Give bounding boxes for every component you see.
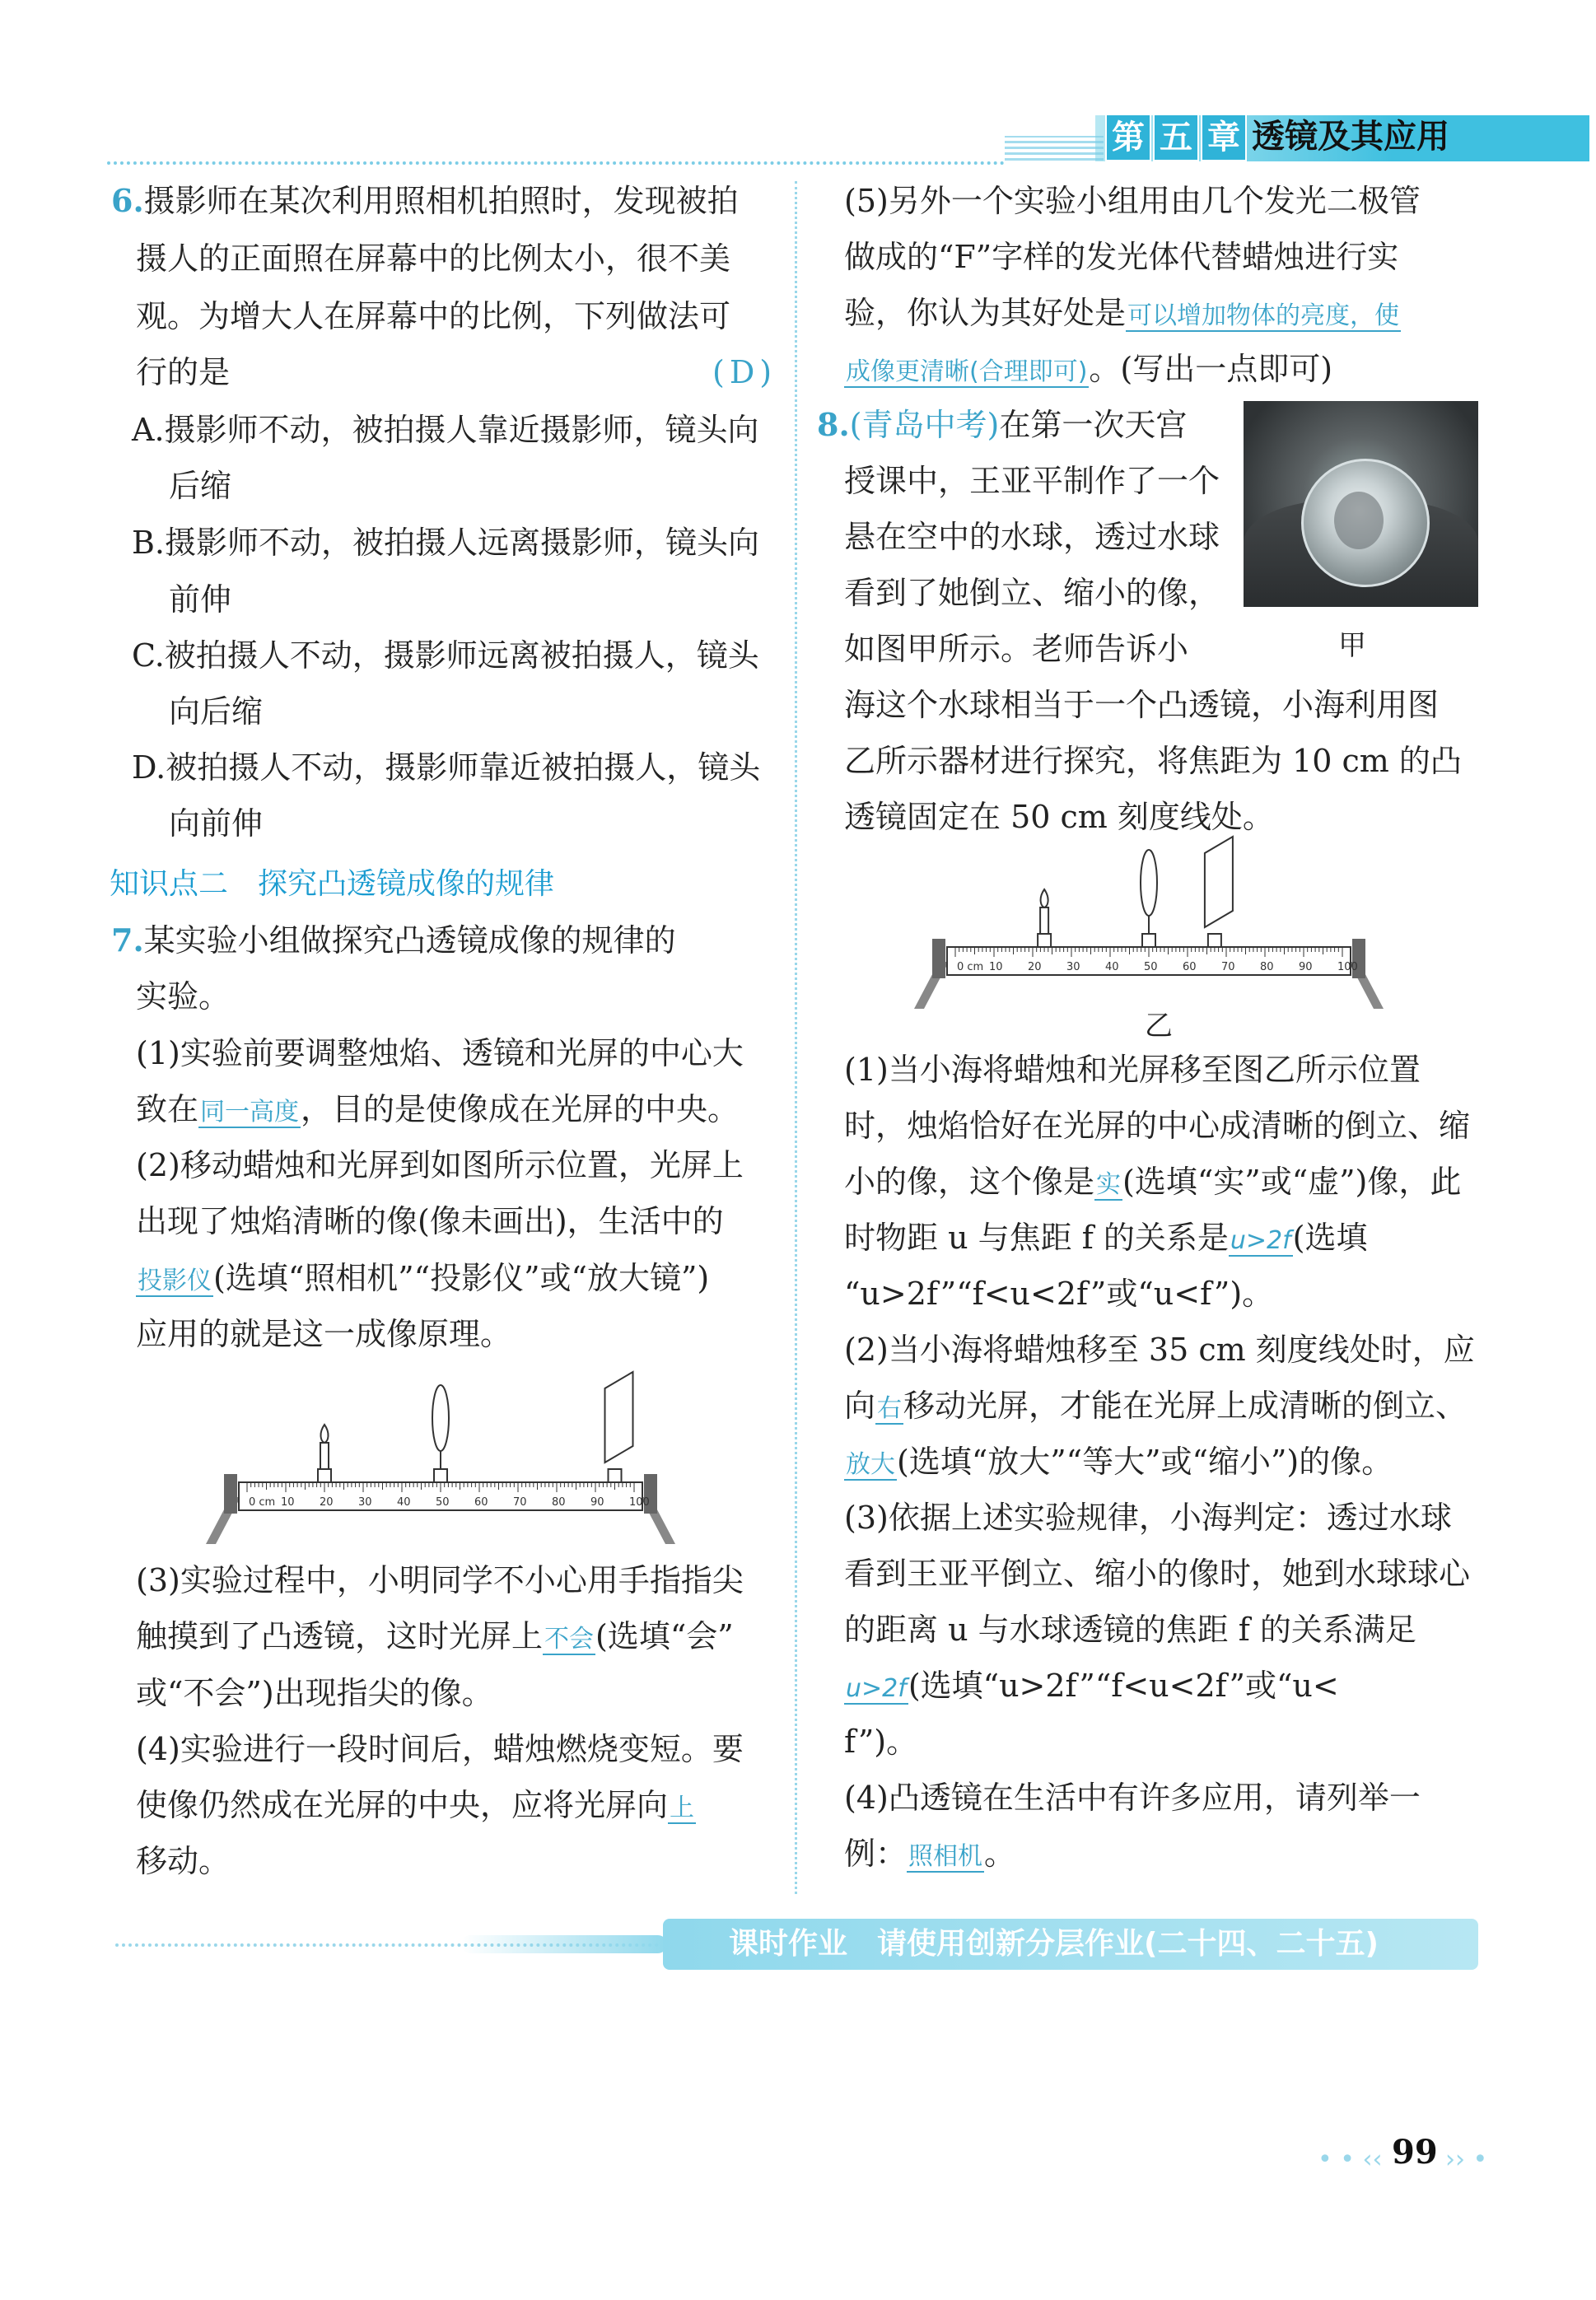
q8-line-7: 乙所示器材进行探究，将焦距为 10 cm 的凸	[844, 743, 1462, 779]
q8-p3-line-5: f”)。	[844, 1724, 918, 1760]
q8-optical-bench	[914, 832, 1392, 1013]
ball-reflection	[1334, 492, 1384, 549]
chapter-char: 章	[1201, 114, 1247, 161]
ruler-label: 100	[629, 1496, 650, 1509]
q6-option-c-cont: 向后缩	[169, 693, 264, 730]
q8-p3-answer: u>2f	[846, 1674, 907, 1703]
q7-p3-line-1: (3)实验过程中，小明同学不小心用手指指尖	[136, 1562, 744, 1598]
candle-body	[320, 1443, 329, 1469]
footer-fade	[461, 1935, 667, 1953]
q8-line-8: 透镜固定在 50 cm 刻度线处。	[844, 799, 1274, 835]
ruler-label: 20	[320, 1496, 334, 1509]
q6-option-a: A.摄影师不动，被拍摄人靠近摄影师，镜头向	[132, 412, 759, 448]
candle-flame-icon	[320, 1425, 328, 1443]
candle-holder	[318, 1469, 331, 1482]
q8-p3-line-4: u>2f(选填“u>2f”“f<u<2f”或“u<	[846, 1668, 1339, 1704]
lens-holder	[1142, 934, 1155, 947]
q7-p4-line-3: 移动。	[136, 1843, 231, 1879]
q6-line-1	[111, 173, 739, 229]
ruler-label: 70	[513, 1496, 527, 1509]
ruler-label: 90	[1299, 961, 1313, 973]
q6-option-d-cont: 向前伸	[169, 805, 264, 842]
q6-option-b-cont: 前伸	[169, 581, 232, 618]
ruler-label: 80	[552, 1496, 566, 1509]
q8-p4-line-1: (4)凸透镜在生活中有许多应用，请列举一	[844, 1780, 1421, 1816]
light-screen	[1205, 837, 1233, 927]
ruler-label: 50	[1144, 961, 1158, 973]
q7-p2-answer: 投影仪	[138, 1267, 212, 1295]
ruler-label: 20	[1028, 961, 1042, 973]
chapter-title: 透镜及其应用	[1252, 118, 1449, 156]
q8-p2-line-1: (2)当小海将蜡烛移至 35 cm 刻度线处时，应	[844, 1332, 1475, 1368]
header-divider	[107, 161, 1005, 165]
screen-holder	[1208, 934, 1221, 947]
q8-p4-answer: 照相机	[908, 1842, 983, 1871]
ruler-label: 90	[590, 1496, 604, 1509]
q7-p3-line-3: 或“不会”)出现指尖的像。	[136, 1675, 493, 1711]
lens-holder	[434, 1469, 447, 1482]
q7-p5-answer-2: 成像更清晰(合理即可)	[846, 357, 1088, 386]
screen-holder	[609, 1469, 622, 1482]
q6-option-a-cont: 后缩	[169, 468, 232, 504]
chapter-char: 五	[1153, 114, 1199, 161]
ruler-label: 100	[1337, 961, 1358, 973]
q6-option-d: D.被拍摄人不动，摄影师靠近被拍摄人，镜头	[132, 749, 761, 786]
section-heading: 知识点二 探究凸透镜成像的规律	[110, 867, 555, 901]
q8-p2-answer-2: 放大	[846, 1450, 895, 1479]
q8-p1-answer-2: u>2f	[1230, 1226, 1291, 1255]
chapter-box	[1105, 114, 1247, 161]
water-ball-photo	[1244, 401, 1478, 607]
q8-line-2: 授课中，王亚平制作了一个	[844, 463, 1220, 499]
ruler-label: 10	[281, 1496, 295, 1509]
ruler-label: 10	[989, 961, 1003, 973]
q6-text: 摄影师在某次利用照相机拍照时，发现被拍	[143, 183, 739, 219]
q7-p2-line-3: 投影仪(选填“照相机”“投影仪”或“放大镜”)	[138, 1260, 710, 1296]
q6-option-b: B.摄影师不动，被拍摄人远离摄影师，镜头向	[132, 525, 760, 561]
q6-line-4: 行的是	[136, 354, 231, 390]
q7-number: 7.	[111, 921, 144, 959]
page-number-dots-left: • • ‹‹	[1318, 2145, 1383, 2174]
candle-holder	[1038, 934, 1051, 947]
q7-p5-line-4: 成像更清晰(合理即可)。(写出一点即可)	[846, 351, 1333, 387]
ruler-label: 0 cm	[957, 961, 984, 973]
q8-p4-line-2: 例：照相机。	[844, 1836, 1016, 1872]
q8-p2-line-3: 放大(选填“放大”“等大”或“缩小”)的像。	[846, 1444, 1393, 1480]
q7-p4-answer: 上	[670, 1794, 695, 1822]
q7-line-1	[111, 912, 676, 968]
q6-answer: ( D )	[712, 354, 772, 390]
q6-number: 6.	[111, 182, 144, 219]
q8-p1-line-3: 小的像，这个像是实(选填“实”或“虚”)像，此	[844, 1164, 1462, 1200]
photo-caption: 甲	[1338, 629, 1366, 662]
convex-lens-icon	[432, 1385, 449, 1451]
q8-p1-line-5: “u>2f”“f<u<2f”或“u<f”)。	[844, 1276, 1274, 1312]
q8-p1-line-4: 时物距 u 与焦距 f 的关系是u>2f(选填	[844, 1220, 1368, 1256]
q7-p5-line-2: 做成的“F”字样的发光体代替蜡烛进行实	[844, 239, 1399, 275]
light-screen	[605, 1372, 633, 1463]
q8-line-5: 如图甲所示。老师告诉小	[844, 631, 1189, 667]
chapter-char: 第	[1105, 114, 1151, 161]
footer-banner-text: 课时作业 请使用创新分层作业(二十四、二十五)	[729, 1927, 1379, 1961]
q8-p1-answer-1: 实	[1096, 1170, 1122, 1199]
q8-line-4: 看到了她倒立、缩小的像，	[844, 575, 1220, 611]
q7-p2-line-2: 出现了烛焰清晰的像(像未画出)，生活中的	[136, 1203, 724, 1239]
q6-option-c: C.被拍摄人不动，摄影师远离被拍摄人，镜头	[132, 637, 759, 674]
ruler-label: 70	[1221, 961, 1235, 973]
q8-p3-line-1: (3)依据上述实验规律，小海判定：透过水球	[844, 1500, 1452, 1536]
q6-line-3: 观。为增大人在屏幕中的比例，下列做法可	[136, 298, 731, 334]
q8-line-1: 8.(青岛中考)在第一次天宫	[817, 406, 1188, 443]
ruler-label: 60	[1183, 961, 1197, 973]
q8-p2-line-2: 向右移动光屏，才能在光屏上成清晰的倒立、	[844, 1388, 1468, 1424]
q7-text: 某实验小组做探究凸透镜成像的规律的	[143, 922, 676, 959]
q7-p1-line-1: (1)实验前要调整烛焰、透镜和光屏的中心大	[136, 1035, 744, 1071]
convex-lens-icon	[1141, 850, 1157, 916]
page-number-dots-right: ›› •	[1445, 2145, 1488, 2174]
ruler-label: 30	[1066, 961, 1080, 973]
q8-p3-line-3: 的距离 u 与水球透镜的焦距 f 的关系满足	[844, 1612, 1416, 1648]
q7-p5-answer-1: 可以增加物体的亮度，使	[1127, 301, 1400, 330]
q7-p1-answer: 同一高度	[200, 1098, 300, 1127]
q7-p1-line-2: 致在同一高度，目的是使像成在光屏的中央。	[136, 1091, 740, 1127]
bench-end-left	[932, 939, 945, 978]
q6-answer-letter: D	[729, 354, 755, 390]
q7-p3-answer: 不会	[544, 1625, 595, 1654]
q8-p1-line-2: 时，烛焰恰好在光屏的中心成清晰的倒立、缩	[844, 1108, 1471, 1144]
column-divider	[795, 181, 797, 1894]
q8-number: 8.	[817, 406, 850, 443]
ruler-label: 80	[1260, 961, 1274, 973]
q8-p3-line-2: 看到王亚平倒立、缩小的像时，她到水球球心	[844, 1556, 1471, 1592]
ruler-label: 40	[397, 1496, 411, 1509]
q7-line-2: 实验。	[136, 978, 231, 1015]
ruler-label: 40	[1105, 961, 1119, 973]
q6-line-2: 摄人的正面照在屏幕中的比例太小，很不美	[136, 240, 731, 277]
bench-end-left	[224, 1474, 237, 1514]
candle-body	[1040, 907, 1048, 934]
q8-line-3: 悬在空中的水球，透过水球	[844, 519, 1220, 555]
q8-line-6: 海这个水球相当于一个凸透镜，小海利用图	[844, 687, 1440, 723]
q7-p4-line-2: 使像仍然成在光屏的中央，应将光屏向上	[136, 1787, 695, 1823]
page-number: 99	[1392, 2133, 1438, 2172]
ruler-label: 50	[436, 1496, 450, 1509]
q7-p4-line-1: (4)实验进行一段时间后，蜡烛燃烧变短。要	[136, 1731, 744, 1767]
q8-source: (青岛中考)	[849, 407, 1000, 443]
q7-p2-line-1: (2)移动蜡烛和光屏到如图所示位置，光屏上	[136, 1147, 744, 1183]
q7-optical-bench	[206, 1367, 684, 1548]
q8-p1-line-1: (1)当小海将蜡烛和光屏移至图乙所示位置	[844, 1052, 1421, 1088]
ruler-label: 60	[474, 1496, 488, 1509]
q7-p3-line-2: 触摸到了凸透镜，这时光屏上不会(选填“会”	[136, 1618, 734, 1654]
figure-caption: 乙	[1145, 1010, 1173, 1043]
q7-p5-line-3: 验，你认为其好处是可以增加物体的亮度，使	[844, 295, 1400, 331]
q7-p2-line-4: 应用的就是这一成像原理。	[136, 1316, 512, 1352]
q8-p2-answer-1: 右	[877, 1394, 903, 1423]
q7-p5-line-1: (5)另外一个实验小组用由几个发光二极管	[844, 183, 1421, 219]
ruler-label: 0 cm	[249, 1496, 276, 1509]
ruler-label: 30	[358, 1496, 372, 1509]
header-stripes	[1005, 136, 1104, 161]
candle-flame-icon	[1041, 889, 1048, 907]
